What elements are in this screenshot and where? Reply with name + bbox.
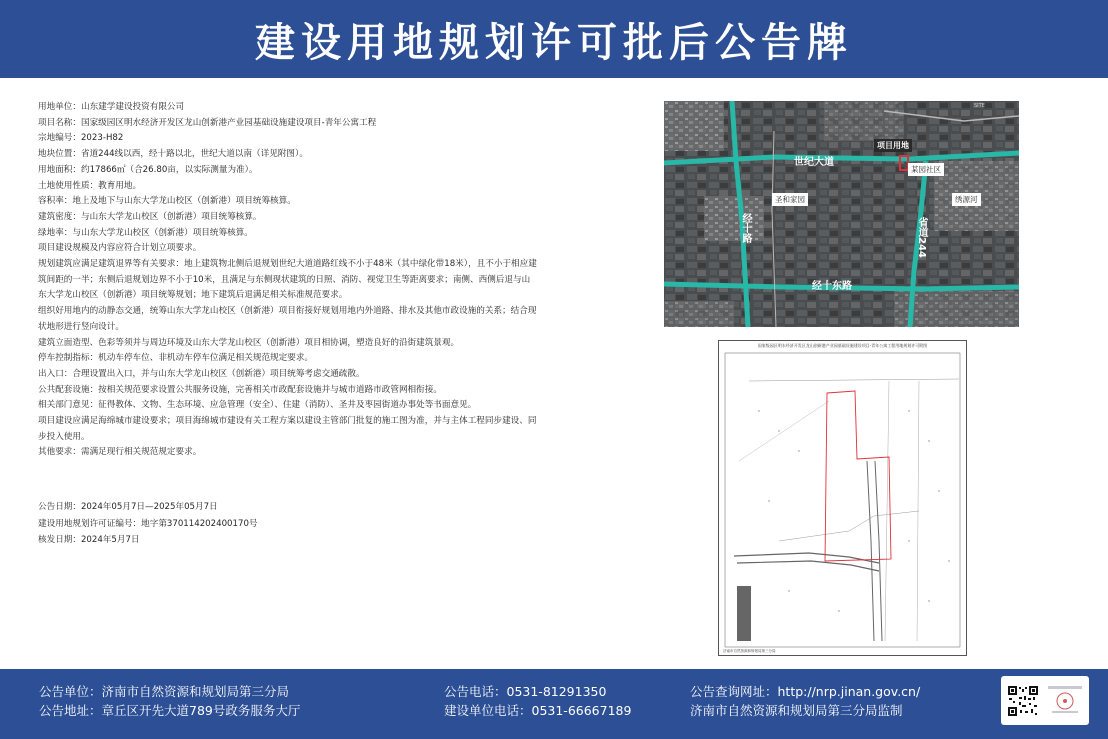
content-line: 用地单位：山东建学建设投资有限公司 <box>38 102 185 112</box>
place-label-river: 绣源河 <box>952 193 981 206</box>
road-label-s244: 省道244 <box>916 217 927 258</box>
road-label-left: 经十路 <box>740 213 751 243</box>
footer-website[interactable]: 公告查询网址：http://nrp.jinan.gov.cn/ <box>690 684 921 699</box>
content-line: 用地面积：约17866㎡（合26.80亩，以实际测量为准）。 <box>38 164 258 175</box>
footer-supervisor: 济南市自然资源和规划局第三分局监制 <box>690 703 903 718</box>
footer-banner <box>0 669 1108 739</box>
location-map <box>664 101 1019 327</box>
content-line: 绿地率：与山东大学龙山校区（创新港）项目统筹核算。 <box>38 227 253 238</box>
footer-address: 公告地址：章丘区开先大道789号政务服务大厅 <box>39 703 301 718</box>
place-label-shenghe: 圣和家园 <box>772 193 808 206</box>
content-line: 宗地编号：2023-H82 <box>38 133 124 144</box>
content-line: 建筑密度：与山东大学龙山校区（创新港）项目统筹核算。 <box>38 211 262 222</box>
site-plan-drawing <box>718 340 967 656</box>
seal-icon <box>1046 685 1084 717</box>
place-label-top: SITE <box>974 103 985 109</box>
content-line: 土地使用性质：教育用地。 <box>38 180 142 191</box>
content-paragraph: 规划建筑应满足建筑退界等有关要求：地上建筑物北侧后退规划世纪大道道路红线不小于48米（其中绿化带18米），且不小于相应建筑间距的一半；东侧后退规划边界不小于10米，且满足与东侧现状建筑的日照、消防、视觉卫生等距离要求；南侧、西侧后退与山东大学龙山校区（创新港）项目统筹规划；地下建筑后退满足相关标准规范要求。 <box>38 259 537 301</box>
content-paragraph: 项目建设应满足海绵城市建设要求；项目海绵城市建设有关工程方案以建设主管部门批复的施工图为准，并与主体工程同步建设、同步投入使用。 <box>38 416 537 442</box>
issue-date: 核发日期：2024年5月7日 <box>38 535 140 545</box>
announce-date: 公告日期：2024年05月7日—2025年05月7日 <box>38 502 218 512</box>
header-banner <box>0 0 1108 78</box>
footer-phone: 公告电话：0531-81291350 <box>444 684 607 699</box>
content-line: 项目名称：国家级园区明水经济开发区龙山创新港产业园基础设施建设项目-青年公寓工程 <box>38 117 377 128</box>
content-line: 地块位置：省道244线以西，经十路以北，世纪大道以南（详见附图）。 <box>38 149 308 160</box>
content-paragraph: 组织好用地内的动静态交通，统筹山东大学龙山校区（创新港）项目衔接好规划用地内外道路、排水及其他市政设施的关系；结合现状地形进行竖向设计。 <box>38 306 537 332</box>
content-paragraph: 相关部门意见：征得教体、文物、生态环境、应急管理（安全）、住建（消防）、圣井及枣园街道办事处等书面意见。 <box>38 400 477 411</box>
content-paragraph: 公共配套设施：按相关规范要求设置公共服务设施，完善相关市政配套设施并与城市道路市政管网相衔接。 <box>38 384 442 395</box>
road-label-century: 世纪大道 <box>794 157 834 168</box>
permit-number: 建设用地规划许可证编号：地字第370114202400170号 <box>38 518 258 529</box>
page-title: 建设用地规划许可批后公告牌 <box>255 19 853 66</box>
project-site-label: 项目用地 <box>874 139 912 152</box>
content-paragraph: 建筑立面造型、色彩等须并与周边环境及山东大学龙山校区（创新港）项目相协调，塑造良好的沿街建筑景观。 <box>38 337 460 348</box>
notice-content <box>38 100 538 461</box>
site-plan-lines <box>719 341 967 656</box>
notice-meta <box>38 499 258 549</box>
site-plan-title: 国家级园区明水经济开发区龙山创新港产业园基础设施建设项目-青年公寓工程用地规划许可附图 <box>757 343 928 348</box>
content-line: 容积率：地上及地下与山东大学龙山校区（创新港）项目统筹核算。 <box>38 196 296 207</box>
content-paragraph: 停车控制指标：机动车停车位、非机动车停车位满足相关规范规定要求。 <box>38 353 314 364</box>
qr-code-icon[interactable] <box>1007 685 1039 717</box>
place-label-community: 某园社区 <box>908 163 944 176</box>
road-label-jingshi: 经十东路 <box>812 281 852 292</box>
qr-code-panel[interactable] <box>1001 676 1089 725</box>
content-paragraph: 其他要求：需满足现行相关规范规定要求。 <box>38 447 202 458</box>
footer-unit: 公告单位：济南市自然资源和规划局第三分局 <box>39 684 290 699</box>
footer-builder-phone: 建设单位电话：0531-66667189 <box>444 703 632 718</box>
content-line: 项目建设规模及内容应符合计划立项要求。 <box>38 243 202 254</box>
site-plan-footer: 济南市自然资源和规划局第三分局 <box>723 649 776 653</box>
content-paragraph: 出入口：合理设置出入口，并与山东大学龙山校区（创新港）项目统筹考虑交通疏散。 <box>38 368 365 379</box>
satellite-imagery <box>664 101 1019 327</box>
